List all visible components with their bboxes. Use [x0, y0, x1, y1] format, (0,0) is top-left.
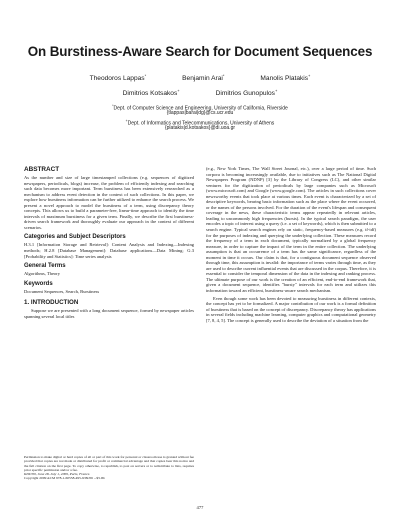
- author-name: Manolis Platakis+: [260, 73, 311, 83]
- left-column: [24, 166, 194, 321]
- affiliation-email-1: {tlappas|barai|dg}@cs.ucr.edu: [166, 110, 234, 116]
- body-paragraph: (e.g., New York Times, The Wall Street Journal, etc.), over a large period of time. Such corpora is becoming increasingly available, due to initiatives such as The National Digital Newspapers Program (NDNP) [3] by the Library of Congress (LC), and other similar ventures for the digitization of periodicals by large companies such as Microsoft (www.microsoft.com) and Google (www.google.com). The articles in such collections cover newsworthy events that took place at various times. Each event is characterized by a set of descriptive keywords, bearing basic information such as the place where the event occurred, or the names of the persons involved. For the duration of the event's lifespan and consequent coverage in the news, these characteristic terms appear repeatedly in relevant articles, leading to uncommonly high frequencies (bursts). In the typical search paradigm, the user encodes a topic of interest using a query (i.e. a set of keywords), which is then submitted to a search engine. Typical search engines rely on static, frequency-based measures (e.g. tf-idf) for the purposes of indexing and querying the underlying collection. These measures record the frequency of a term in each document, typically normalized by a global frequency measure, in order to capture the impact of the term in the entire collection. The underlying assumption is that an occurrence of a term has the same significance, regardless of the moment in time it occurs. Our claim is that, for a contiguous document sequence observed through time, this assumption is invalid: the importance of terms varies through time, as they are used to describe current influential events that are discussed in the corpus. Therefore, it is essential to consider the temporal dimension of the data in the indexing and ranking process. The ultimate purpose of our work is the creation of an efficient, end-to-end framework that, given a document sequence, identifies "bursty" intervals for each term and utilizes this information toward an efficient, burstiness-aware search mechanism.: [206, 166, 376, 294]
- introduction-heading: 1. INTRODUCTION: [24, 299, 79, 307]
- author-name: Dimitrios Kotsakos+: [122, 88, 180, 98]
- copyright-text: Copyright 2009 ACM 978-1-60558-495-9/09/06 ...$5.00.: [24, 476, 106, 481]
- right-column: [206, 166, 376, 325]
- affiliation-2: +Dept. of Informatics and Telecommunications, University of Athens: [125, 119, 275, 127]
- categories-text: H.3.1 [Information Storage and Retrieval]: Content Analysis and Indexing—Indexing methods; H.2.8 [Database Management]: Database applications—Data Mining; G.3 [Probability and Statistics]: Time series analysis: [24, 242, 194, 259]
- author-name: Theodoros Lappas*: [89, 73, 147, 83]
- keywords-heading: Keywords: [24, 280, 53, 287]
- author-name: Benjamin Arai*: [182, 73, 225, 83]
- general-terms-text: Algorithms, Theory: [24, 271, 61, 277]
- body-paragraph: Even though some work has been devoted to measuring burstiness in different contexts, the concept has yet to be formalized. A major contribution of our work is a formal definition of burstiness that is based on the concept of discrepancy. Discrepancy theory has applications in several fields including machine learning, computer graphics and computational geometry [7, 8, 4, 5]. The concept is generally used to describe the deviation of a situation from the: [206, 295, 376, 323]
- affiliation-1: *Dept. of Computer Science and Engineering, University of California, Riverside: [112, 104, 288, 112]
- author-row-2: [20, 88, 380, 97]
- abstract-text: As the number and size of large timestamped collections (e.g. sequences of digitized newspapers, periodicals, blogs) increase, the problem of efficiently indexing and searching such data becomes more important. Term burstiness has been extensively researched as a mechanism to address event detection in the context of such collections. In this paper, we explore how burstiness information can be further utilized to enhance the search process. We present a novel approach to model the burstiness of a term, using discrepancy theory concepts. This allows us to build a parameter-free, linear-time approach to identify the time intervals of maximum burstiness for a given term. Finally, we describe the first burstiness-driven search framework and thoroughly evaluate our approach in the context of different scenarios.: [24, 175, 194, 230]
- introduction-text: Suppose we are presented with a long document sequence, formed by newspaper articles spanning several local titles: [24, 308, 194, 319]
- abstract-heading: ABSTRACT: [24, 166, 60, 173]
- permission-text: Permission to make digital or hard copies of all or part of this work for personal or classroom use is granted without fee provided that copies are not made or distributed for profit or commercial advantage and that copies bear this notice and the full citation on the first page. To copy otherwise, to republish, to post on servers or to redistribute to lists, requires prior specific permission and/or a fee.: [24, 455, 194, 472]
- venue-text: KDD'09, June 28–July 1, 2009, Paris, France.: [24, 472, 91, 477]
- keywords-text: Document Sequences, Search, Burstiness: [24, 288, 100, 294]
- general-terms-heading: General Terms: [24, 263, 66, 270]
- categories-heading: Categories and Subject Descriptors: [24, 234, 126, 241]
- permission-footnote: [24, 455, 194, 481]
- page-number: 477: [196, 505, 204, 510]
- author-name: Dimitrios Gunopulos+: [215, 88, 278, 98]
- paper-title: On Burstiness-Aware Search for Document Sequences: [27, 44, 373, 59]
- affiliation-email-2: {platakis|d.kotsakos}@di.uoa.gr: [164, 125, 236, 131]
- author-row-1: [20, 73, 380, 82]
